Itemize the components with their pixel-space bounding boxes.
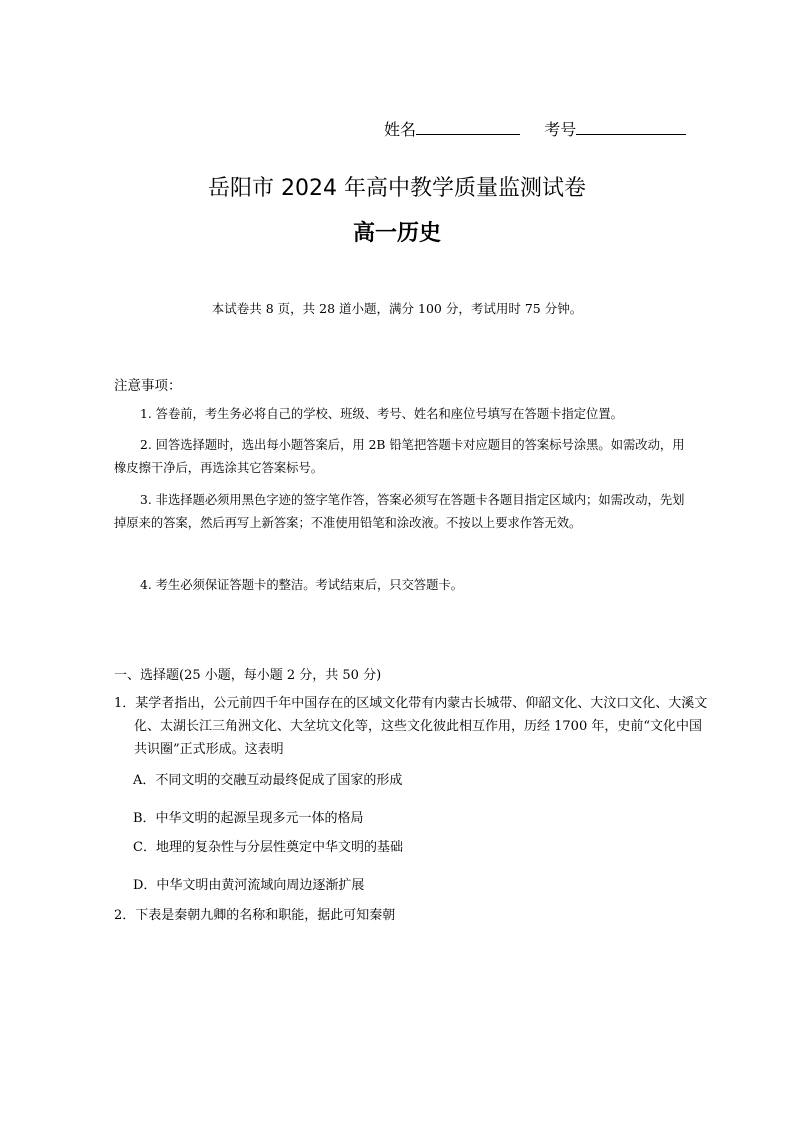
question-1-option-b: B．中华文明的起源呈现多元一体的格局: [133, 811, 364, 826]
question-2-stem: 2．下表是秦朝九卿的名称和职能，据此可知秦朝: [114, 908, 396, 923]
question-1-option-c: C．地理的复杂性与分层性奠定中华文明的基础: [133, 840, 403, 855]
exam-info: 本试卷共 8 页，共 28 道小题，满分 100 分，考试用时 75 分钟。: [211, 301, 583, 316]
exam-number-label: 考号: [544, 120, 577, 139]
question-1-option-d: D．中华文明由黄河流域向周边逐渐扩展: [133, 878, 365, 893]
exam-subject: 高一历史: [352, 221, 441, 246]
notice-title: 注意事项：: [114, 378, 182, 394]
candidate-info-fields: [384, 117, 686, 140]
question-1-option-a: A．不同文明的交融互动最终促成了国家的形成: [133, 773, 403, 788]
notice-item-4: 4. 考生必须保证答题卡的整洁。考试结束后，只交答题卡。: [140, 578, 464, 592]
notice-item-2: 2. 回答选择题时，选出每小题答案后，用 2B 铅笔把答题卡对应题目的答案标号涂黑。如需改动，用橡皮擦干净后，再选涂其它答案标号。: [114, 438, 685, 475]
notice-item-3: 3. 非选择题必须用黑色字迹的签字笔作答，答案必须写在答题卡各题目指定区域内；如需改动，先划掉原来的答案，然后再写上新答案；不准使用铅笔和涂改液。不按以上要求作答无效。: [114, 493, 685, 530]
section-title: 一、选择题(25 小题，每小题 2 分，共 50 分): [114, 668, 382, 683]
exam-number-blank[interactable]: [576, 120, 686, 135]
name-blank[interactable]: [416, 120, 520, 135]
question-1-stem: 1．某学者指出，公元前四千年中国存在的区域文化带有内蒙古长城带、仰韶文化、大汶口文化、大溪文化、太湖长江三角洲文化、大坌坑文化等，这些文化彼此相互作用，历经 1700 年，史前“文化中国共识圈”正式形成。这表明: [114, 696, 708, 757]
exam-title: 岳阳市 2024 年高中教学质量监测试卷: [208, 176, 586, 201]
name-label: 姓名: [384, 120, 417, 139]
notice-item-1: 1. 答卷前，考生务必将自己的学校、班级、考号、姓名和座位号填写在答题卡指定位置。: [140, 407, 623, 421]
